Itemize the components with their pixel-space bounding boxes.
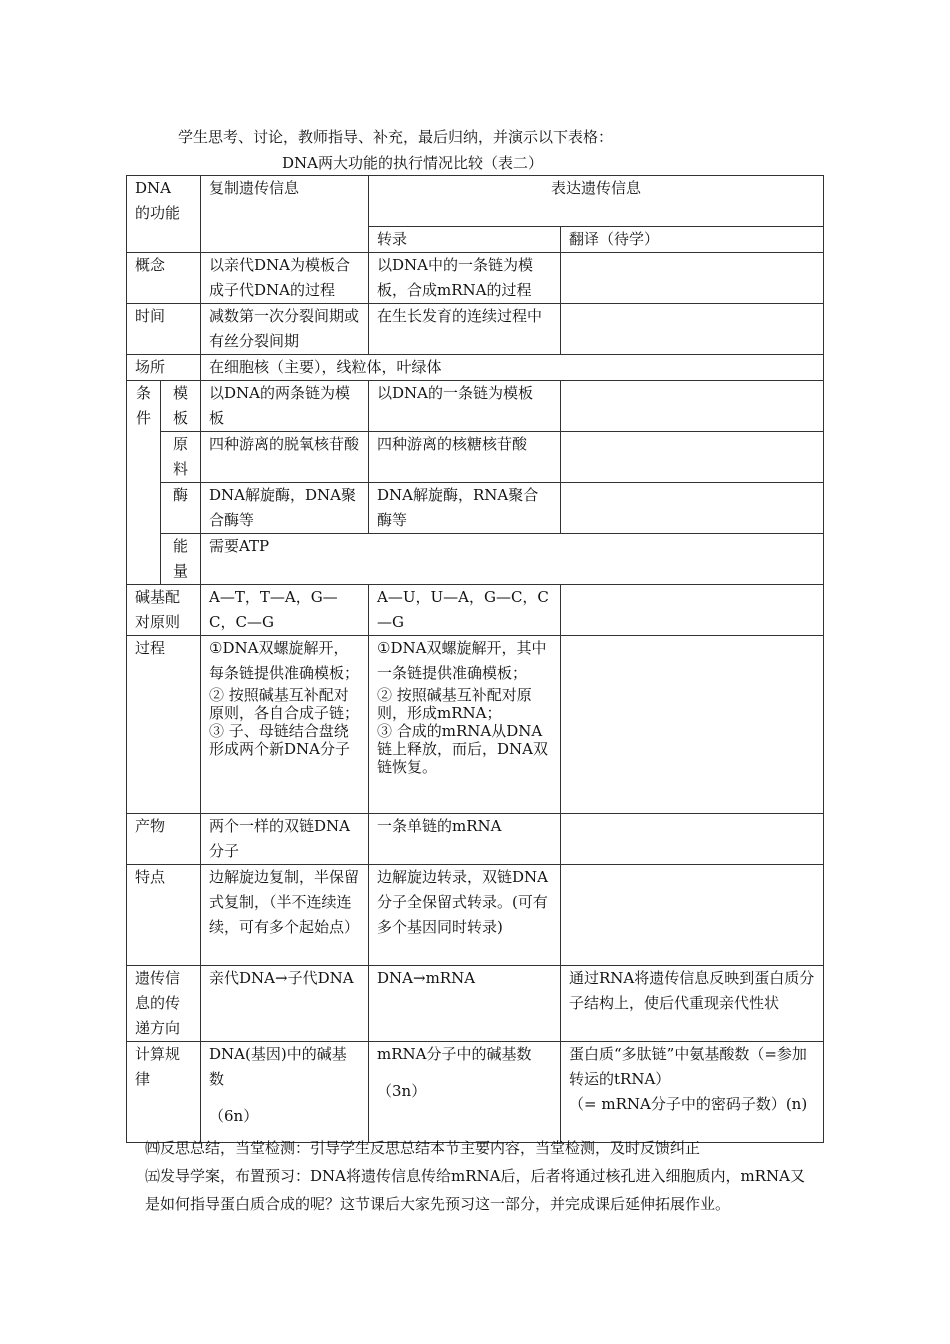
header-function: DNA 的功能 bbox=[127, 176, 201, 253]
cell bbox=[561, 432, 824, 483]
cell: 通过RNA将遗传信息反映到蛋白质分子结构上，使后代重现亲代性状 bbox=[561, 966, 824, 1042]
preview-paragraph: ㈤发导学案，布置预习：DNA将遗传信息传给mRNA后，后者将通过核孔进入细胞质内，mRNA又是如何指导蛋白质合成的呢？这节课后大家先预习这一部分，并完成课后延伸拓展作业。 bbox=[145, 1167, 805, 1213]
cell: 蛋白质“多肽链”中氨基酸数（=参加转运的tRNA） （= mRNA分子中的密码子数）(n) bbox=[561, 1042, 824, 1143]
sub-label: 能 量 bbox=[161, 534, 201, 585]
table-row bbox=[127, 814, 824, 865]
table-row bbox=[127, 966, 824, 1042]
cell bbox=[561, 304, 824, 355]
table-row bbox=[127, 483, 824, 534]
cell: 以亲代DNA为模板合成子代DNA的过程 bbox=[201, 253, 369, 304]
row-label: 概念 bbox=[127, 253, 201, 304]
cell: 需要ATP bbox=[201, 534, 824, 585]
row-label: 特点 bbox=[127, 865, 201, 966]
table-row bbox=[127, 381, 824, 432]
cell bbox=[561, 636, 824, 814]
cell: 边解旋边转录，双链DNA分子全保留式转录。(可有多个基因同时转录) bbox=[369, 865, 561, 966]
summary-paragraph: ㈣反思总结，当堂检测：引导学生反思总结本节主要内容，当堂检测，及时反馈纠正 bbox=[145, 1139, 701, 1157]
cell: A—T，T—A，G—C，C—G bbox=[201, 585, 369, 636]
cell: 一条单链的mRNA bbox=[369, 814, 561, 865]
header-replicate: 复制遗传信息 bbox=[201, 176, 369, 253]
header-transcribe: 转录 bbox=[369, 227, 561, 253]
table-row bbox=[127, 865, 824, 966]
sub-label: 原 料 bbox=[161, 432, 201, 483]
row-label: 计算规律 bbox=[127, 1042, 201, 1143]
cell bbox=[561, 381, 824, 432]
cell: 以DNA的两条链为模板 bbox=[201, 381, 369, 432]
table-row bbox=[127, 534, 824, 585]
table-row bbox=[127, 253, 824, 304]
row-label: 遗传信息的传递方向 bbox=[127, 966, 201, 1042]
table-caption: DNA两大功能的执行情况比较（表二） bbox=[282, 154, 543, 172]
sub-label: 酶 bbox=[161, 483, 201, 534]
cell: DNA(基因)中的碱基数 （6n） bbox=[201, 1042, 369, 1143]
cell bbox=[561, 253, 824, 304]
cell: 以DNA的一条链为模板 bbox=[369, 381, 561, 432]
cell: DNA→mRNA bbox=[369, 966, 561, 1042]
cell: DNA解旋酶，DNA聚合酶等 bbox=[201, 483, 369, 534]
row-label-condition: 条 件 bbox=[127, 381, 161, 585]
cell: 两个一样的双链DNA分子 bbox=[201, 814, 369, 865]
cell bbox=[561, 585, 824, 636]
row-label: 过程 bbox=[127, 636, 201, 814]
cell: 边解旋边复制，半保留式复制，（半不连续连续，可有多个起始点） bbox=[201, 865, 369, 966]
sub-label: 模 板 bbox=[161, 381, 201, 432]
cell: A—U，U—A，G—C，C—G bbox=[369, 585, 561, 636]
cell: mRNA分子中的碱基数 （3n） bbox=[369, 1042, 561, 1143]
row-label: 产物 bbox=[127, 814, 201, 865]
header-translate: 翻译（待学） bbox=[561, 227, 824, 253]
table-row bbox=[127, 304, 824, 355]
cell: 亲代DNA→子代DNA bbox=[201, 966, 369, 1042]
table-row bbox=[127, 176, 824, 227]
table-row bbox=[127, 636, 824, 814]
cell: ①DNA双螺旋解开，每条链提供准确模板； ② 按照碱基互补配对原则，各自合成子链； ③ 子、母链结合盘绕形成两个新DNA分子 bbox=[201, 636, 369, 814]
cell: 四种游离的核糖核苷酸 bbox=[369, 432, 561, 483]
cell: 四种游离的脱氧核苷酸 bbox=[201, 432, 369, 483]
cell bbox=[561, 865, 824, 966]
cell: DNA解旋酶，RNA聚合酶等 bbox=[369, 483, 561, 534]
table-row bbox=[127, 355, 824, 381]
cell bbox=[561, 483, 824, 534]
comparison-table bbox=[126, 175, 824, 1143]
cell: ①DNA双螺旋解开，其中一条链提供准确模板； ② 按照碱基互补配对原则，形成mRNA； ③ 合成的mRNA从DNA链上释放，而后，DNA双链恢复。 bbox=[369, 636, 561, 814]
cell: 在细胞核（主要），线粒体，叶绿体 bbox=[201, 355, 824, 381]
cell: 在生长发育的连续过程中 bbox=[369, 304, 561, 355]
cell: 以DNA中的一条链为模板，合成mRNA的过程 bbox=[369, 253, 561, 304]
header-express: 表达遗传信息 bbox=[369, 176, 824, 227]
row-label: 时间 bbox=[127, 304, 201, 355]
row-label: 场所 bbox=[127, 355, 201, 381]
intro-text: 学生思考、讨论，教师指导、补充，最后归纳，并演示以下表格： bbox=[178, 128, 614, 146]
cell bbox=[561, 814, 824, 865]
table-row bbox=[127, 432, 824, 483]
table-row bbox=[127, 1042, 824, 1143]
table-row bbox=[127, 585, 824, 636]
row-label: 碱基配对原则 bbox=[127, 585, 201, 636]
cell: 减数第一次分裂间期或有丝分裂间期 bbox=[201, 304, 369, 355]
